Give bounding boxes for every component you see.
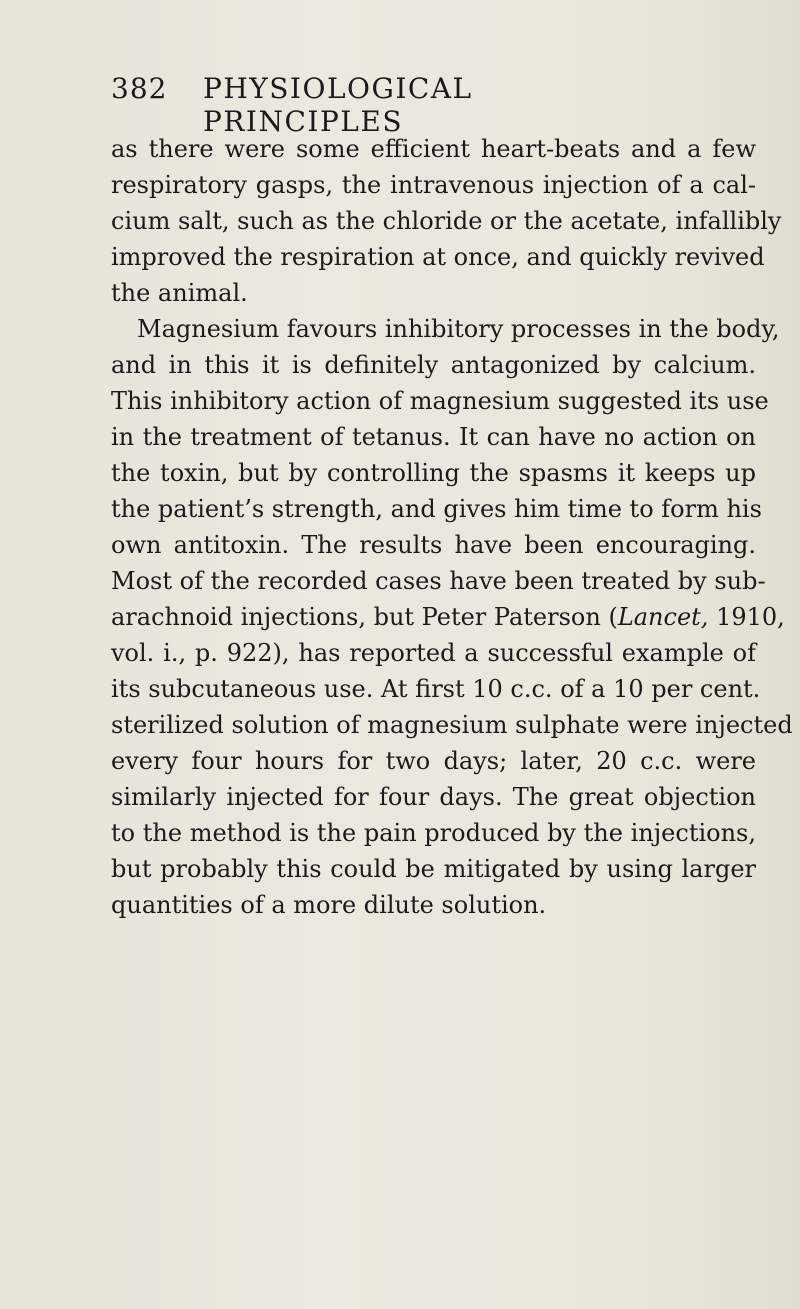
text-line-citation — [111, 599, 785, 635]
body-text — [111, 131, 793, 923]
text-line: respiratory gasps, the intravenous injection of a cal- — [111, 171, 756, 199]
text-line: and in this it is definitely antagonized by calcium. — [111, 351, 756, 379]
text-line: similarly injected for four days. The great objection — [111, 783, 756, 811]
text-line: as there were some efficient heart-beats and a few — [111, 135, 756, 163]
running-head: PHYSIOLOGICAL PRINCIPLES — [203, 72, 473, 138]
text-line: sterilized solution of magnesium sulphate were injected — [111, 711, 793, 739]
text-line: improved the respiration at once, and quickly revived — [111, 243, 765, 271]
text-line: but probably this could be mitigated by using larger — [111, 855, 756, 883]
text-line: own antitoxin. The results have been encouraging. — [111, 531, 756, 559]
text-line: Magnesium favours inhibitory processes in the body, — [137, 315, 780, 343]
text-line: the animal. — [111, 279, 248, 307]
text-line: vol. i., p. 922), has reported a successful example of — [111, 639, 756, 667]
page-number: 382 — [111, 72, 168, 105]
text-line: the toxin, but by controlling the spasms it keeps up — [111, 459, 756, 487]
citation-journal: Lancet, — [617, 603, 709, 631]
text-line: in the treatment of tetanus. It can have no action on — [111, 423, 756, 451]
citation-lead: arachnoid injections, but Peter Paterson ( — [111, 603, 618, 631]
page-header — [111, 72, 671, 138]
citation-year: 1910, — [708, 603, 785, 631]
text-line: This inhibitory action of magnesium suggested its use — [111, 387, 769, 415]
text-line: quantities of a more dilute solution. — [111, 891, 547, 919]
text-line: its subcutaneous use. At first 10 c.c. of a 10 per cent. — [111, 675, 761, 703]
text-line: every four hours for two days; later, 20 c.c. were — [111, 747, 756, 775]
text-line: the patient’s strength, and gives him time to form his — [111, 495, 762, 523]
text-line: cium salt, such as the chloride or the acetate, infallibly — [111, 207, 782, 235]
text-line: to the method is the pain produced by the injections, — [111, 819, 756, 847]
text-line: Most of the recorded cases have been treated by sub- — [111, 567, 766, 595]
